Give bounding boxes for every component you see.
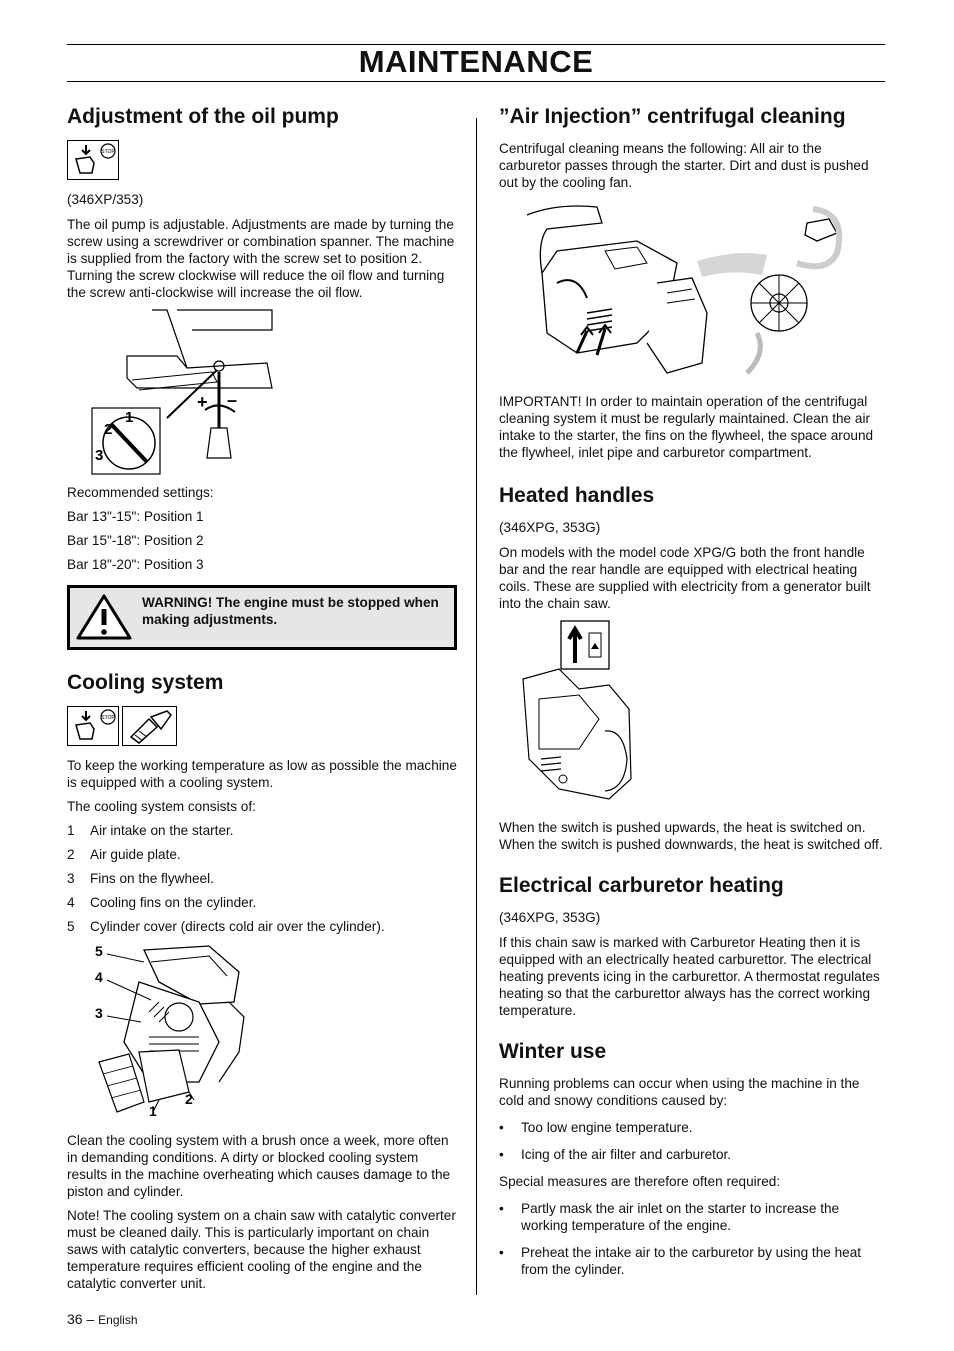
part-1-label: 1 [149,1103,157,1119]
plus-label: + [197,392,208,412]
carb-body: If this chain saw is marked with Carburetor Heating then it is equipped with an electrically heated carburettor. The electrical heating prevents icing in the carburettor. A thermostat regulates heating so that the carburettor always has the correct working temperature. [499,935,880,1018]
part-3-label: 3 [95,1005,103,1021]
list-item: • Preheat the intake air to the carburetor by using the heat from the cylinder. [499,1245,862,1277]
air-injection-heading: ”Air Injection” centrifugal cleaning [499,105,846,128]
winter-heading: Winter use [499,1040,607,1063]
cooling-figure [89,942,269,1120]
winter-special: Special measures are therefore often required: [499,1174,781,1189]
winter-measures-list [499,1200,887,1278]
cooling-note: Note! The cooling system on a chain saw with catalytic converter must be cleaned daily. This is particularly important on chain saws with catalytic converters, because the higher exhaust temperature requires efficient cooling of the engine and the catalytic converter unit. [67,1208,456,1291]
cooling-clean: Clean the cooling system with a brush once a week, more often in demanding conditions. A dirty or blocked cooling system results in the machine overheating which causes damage to the piston and cylinder. [67,1133,451,1199]
page-title: MAINTENANCE [358,44,594,79]
position-3-label: 3 [95,447,104,464]
list-item: • Partly mask the air inlet on the starter to increase the working temperature of the engine. [499,1201,840,1233]
page-number: 36 – [67,1311,95,1327]
column-divider [476,118,477,1295]
left-column [67,104,457,1299]
setting-2: Bar 15"-18": Position 2 [67,533,204,548]
winter-causes-list [499,1119,887,1163]
carb-models: (346XPG, 353G) [499,910,601,925]
list-item: 3 Fins on the flywheel. [67,871,214,886]
position-2-label: 2 [104,421,113,438]
stop-label: STOP [101,715,115,721]
right-column [499,104,887,1288]
setting-1: Bar 13"-15": Position 1 [67,509,204,524]
list-item: • Icing of the air filter and carburetor. [499,1147,732,1162]
warning-triangle-icon [75,593,133,641]
oil-pump-models: (346XP/353) [67,192,144,207]
heated-body: On models with the model code XPG/G both the front handle bar and the rear handle are equipped with electrical heating coils. These are supplied with electricity from a generator built into the chain saw. [499,545,871,611]
winter-intro: Running problems can occur when using the machine in the cold and snowy conditions caused by: [499,1076,860,1108]
stop-engine-icon [67,140,119,180]
list-item: 4 Cooling fins on the cylinder. [67,895,257,910]
stop-engine-icon [67,706,119,746]
stop-label: STOP [101,149,115,155]
minus-label: – [227,390,238,410]
oil-pump-heading: Adjustment of the oil pump [67,105,339,128]
heated-models: (346XPG, 353G) [499,520,601,535]
brush-icon [122,706,177,746]
cooling-intro: To keep the working temperature as low as possible the machine is equipped with a cooling system. [67,758,457,790]
air-injection-figure [517,203,847,385]
language-label: English [98,1313,138,1327]
heated-switch-text: When the switch is pushed upwards, the heat is switched on. When the switch is pushed downwards, the heat is switched off. [499,820,883,852]
cooling-parts-list [67,822,457,935]
part-4-label: 4 [95,969,103,985]
list-item: 5 Cylinder cover (directs cold air over the cylinder). [67,919,385,934]
oil-pump-body: The oil pump is adjustable. Adjustments are made by turning the screw using a screwdriver or combination spanner. The machine is supplied from the factory with the screw set to position 2. Turning the screw clockwise will reduce the oil flow and turning the screw anti-clockwise will increase the oil flow. [67,217,455,300]
title-rule [67,81,885,82]
list-item: • Too low engine temperature. [499,1120,693,1135]
part-5-label: 5 [95,943,103,959]
heated-handles-heading: Heated handles [499,484,655,507]
setting-3: Bar 18"-20": Position 3 [67,557,204,572]
oil-pump-figure [67,308,282,476]
list-item: 1 Air intake on the starter. [67,823,234,838]
list-item: 2 Air guide plate. [67,847,181,862]
page-footer [67,1311,138,1327]
warning-box [67,585,457,650]
air-injection-important: IMPORTANT! In order to maintain operation of the centrifugal cleaning system it must be regularly maintained. Clean the air intake to the starter, the fins on the flywheel, the space around the flywheel, inlet pipe and carburetor compartment. [499,394,874,460]
cooling-consists: The cooling system consists of: [67,799,256,814]
part-2-label: 2 [185,1091,193,1107]
carb-heating-heading: Electrical carburetor heating [499,874,784,897]
air-injection-body: Centrifugal cleaning means the following: All air to the carburetor passes through the starter. Dirt and dust is pushed out by the cooling fan. [499,141,869,190]
cooling-icons [67,706,457,748]
position-1-label: 1 [125,409,134,426]
recommended-settings: Recommended settings: [67,485,214,500]
heated-handles-figure [519,619,659,809]
warning-text: WARNING! The engine must be stopped when making adjustments. [142,595,439,627]
oil-pump-icons [67,140,457,182]
cooling-heading: Cooling system [67,671,224,694]
